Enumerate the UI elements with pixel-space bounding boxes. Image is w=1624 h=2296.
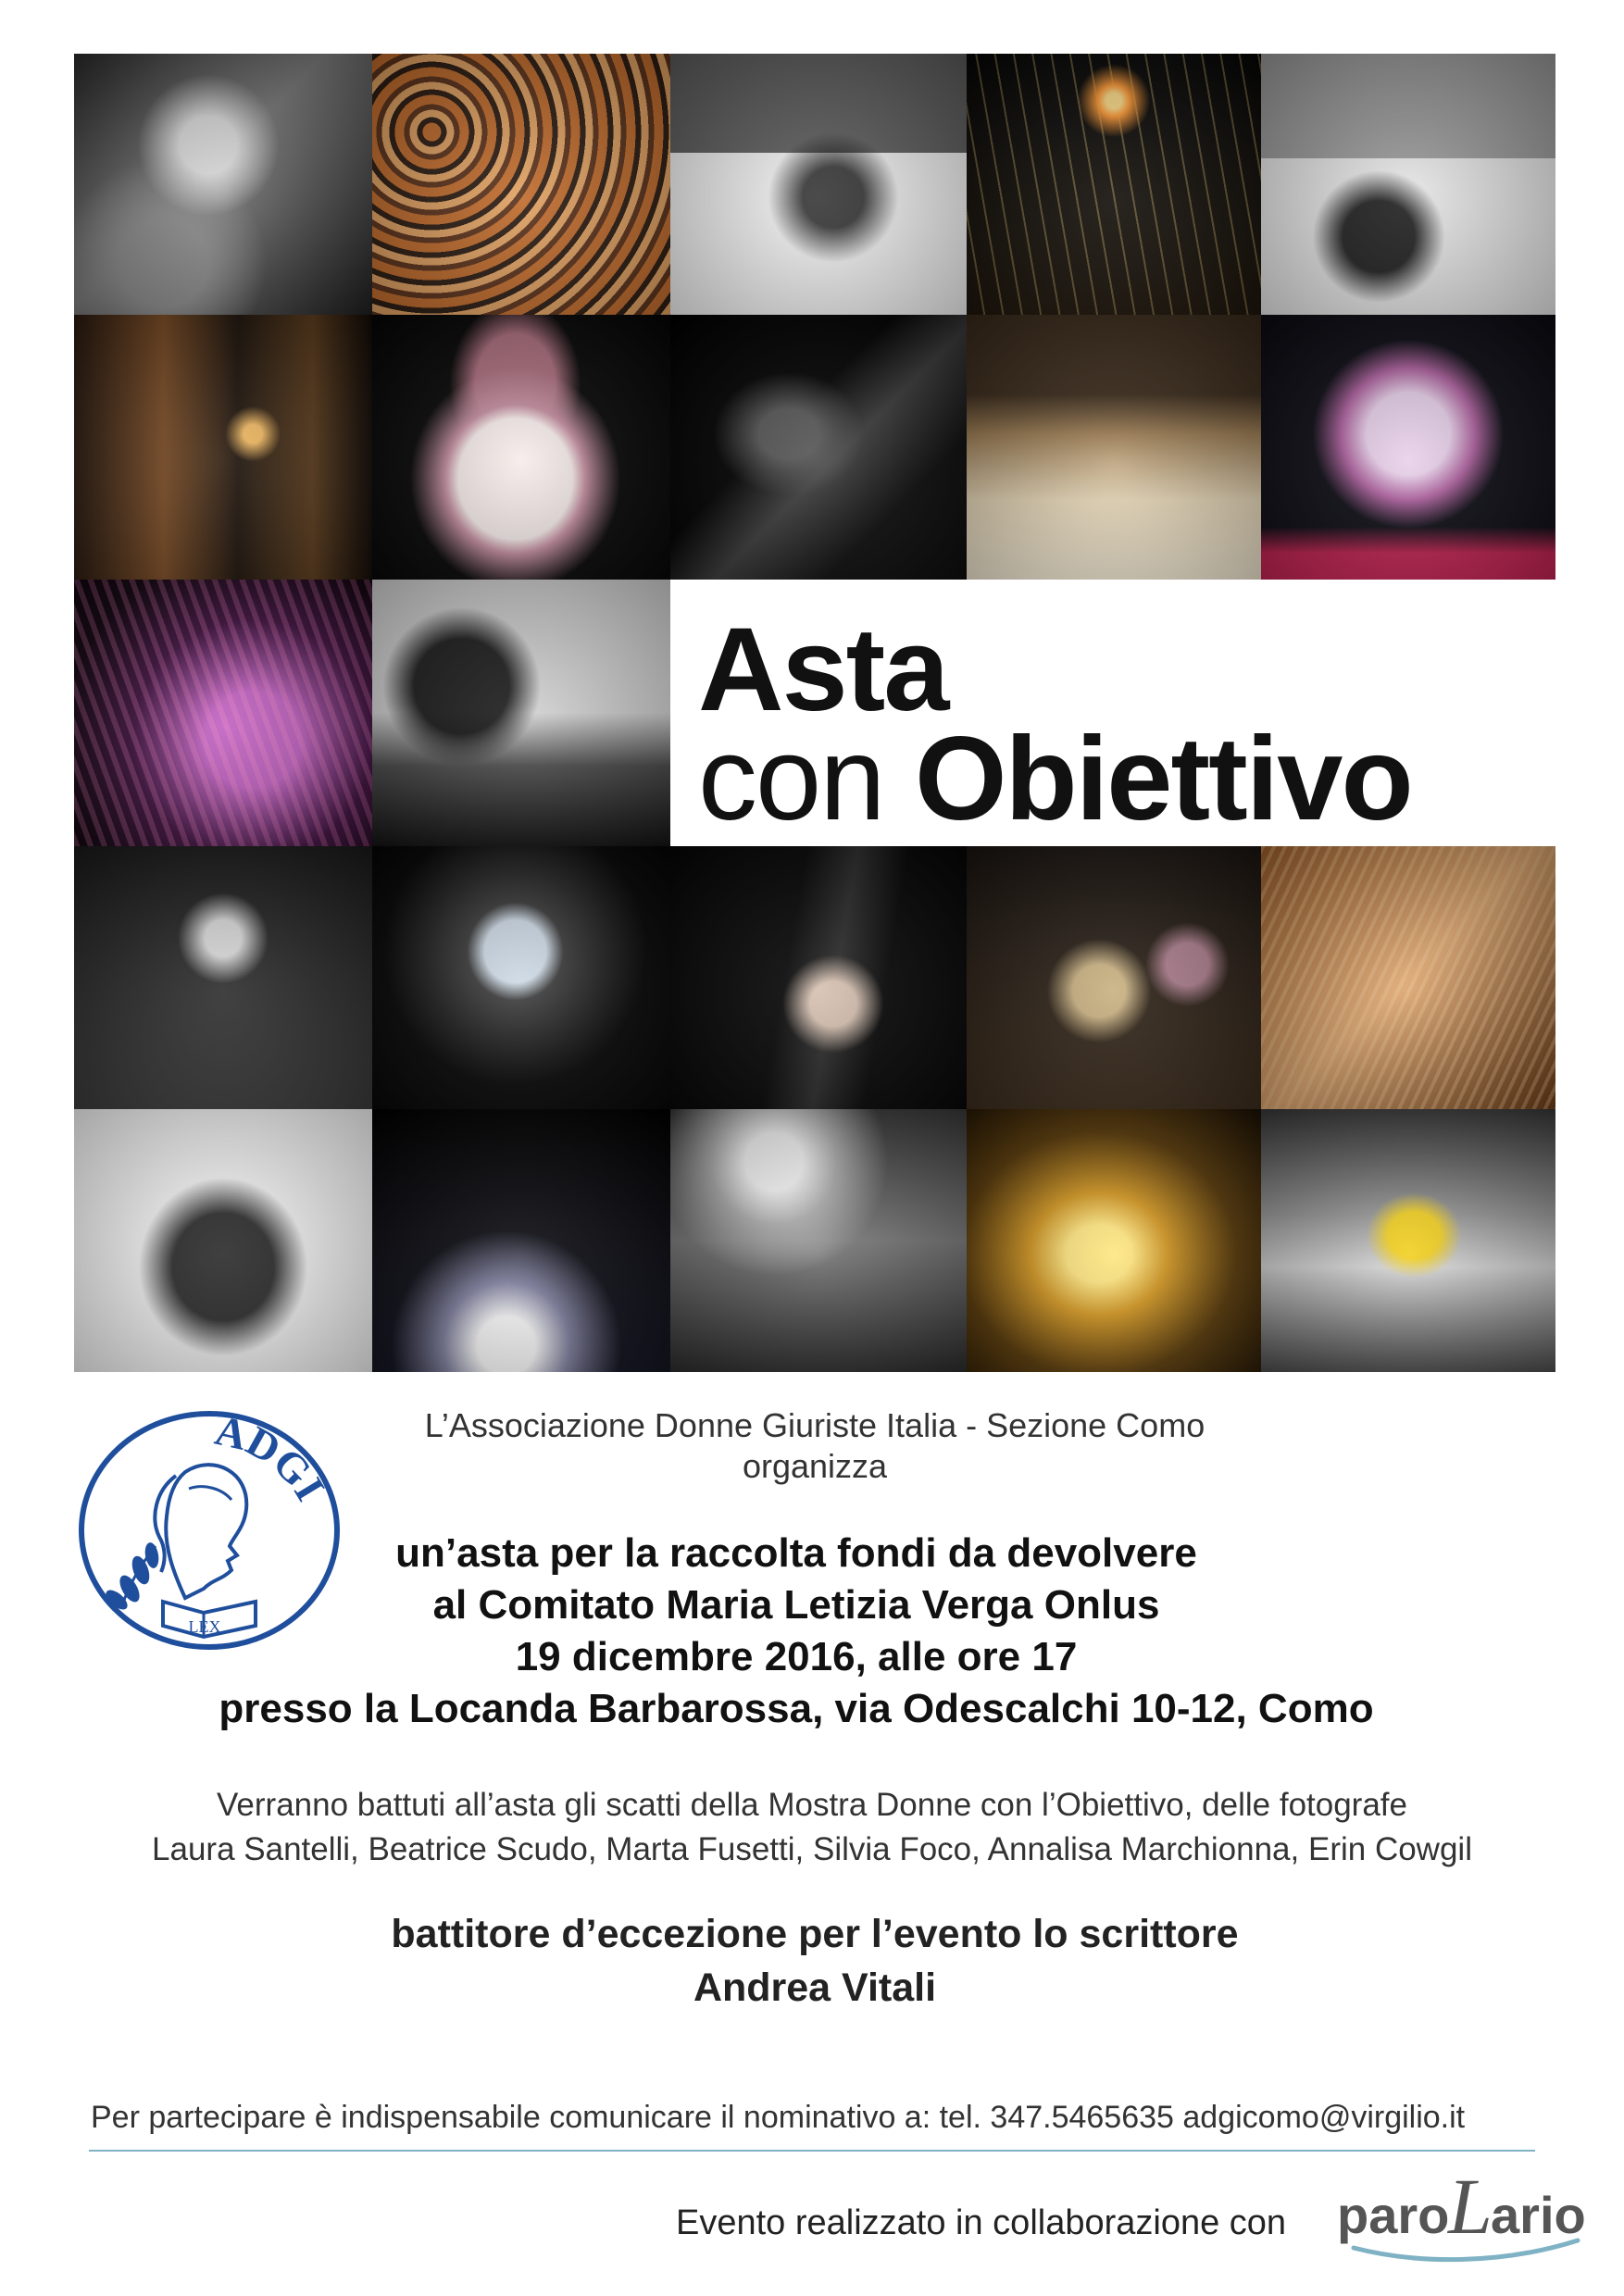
photo-window-view (372, 846, 670, 1109)
event-beneficiary: al Comitato Maria Letizia Verga Onlus (432, 1582, 1160, 1628)
photo-tree-swing (372, 580, 670, 846)
auction-description: Verranno battuti all’asta gli scatti della Mostra Donne con l’Obiettivo, delle fotografe (217, 1787, 1407, 1823)
title-asta: Asta (698, 604, 948, 736)
special-guest-name: Andrea Vitali (693, 1965, 937, 2010)
photo-aerial-acrobat (372, 1109, 670, 1372)
photo-venice-canal-night (74, 315, 372, 580)
photo-orchid (372, 315, 670, 580)
event-date: 19 dicembre 2016, alle ore 17 (515, 1634, 1078, 1679)
photo-crowd (372, 54, 670, 315)
photo-rearing-horse (74, 1109, 372, 1372)
adgi-lex-text: LEX (188, 1617, 221, 1636)
photo-man-on-bench (670, 54, 967, 315)
title-con: con (698, 713, 915, 845)
photo-farrier-horseshoe (967, 846, 1261, 1109)
photo-sunlight-figures (670, 1109, 967, 1372)
parolario-part-l: L (1448, 2168, 1493, 2251)
photo-stage-dancer (1261, 315, 1555, 580)
photographers-list: Laura Santelli, Beatrice Scudo, Marta Fusetti, Silvia Foco, Annalisa Marchionna, Erin Cowgil (152, 1831, 1472, 1867)
photo-winter-landscape (1261, 54, 1555, 315)
photo-golden-grass (1261, 846, 1555, 1109)
event-venue: presso la Locanda Barbarossa, via Odescalchi 10-12, Como (219, 1686, 1374, 1731)
contact-divider (89, 2150, 1535, 2152)
photo-silhouette-portrait (670, 315, 967, 580)
title-panel (670, 580, 1555, 846)
photo-hands-yellow-flower (1261, 1109, 1555, 1372)
photo-violin-craft (967, 315, 1261, 580)
special-guest (74, 1907, 1555, 2015)
special-guest-intro: battitore d’eccezione per l’evento lo scrittore (391, 1912, 1239, 1956)
title-obiettivo: Obiettivo (914, 713, 1412, 845)
photo-elderly-woman-cat (74, 846, 372, 1109)
adgi-acronym: ADGI (210, 1407, 334, 1509)
photo-pole-dancer (670, 846, 967, 1109)
parolario-logo (1335, 2168, 1593, 2274)
parolario-part-paro: paro (1337, 2186, 1450, 2244)
event-details (139, 1528, 1454, 1735)
photo-hands-group (74, 54, 372, 315)
photo-fireworks-tower (967, 54, 1261, 315)
photo-golden-sparks (967, 1109, 1261, 1372)
organizer-line: L’Associazione Donne Giuriste Italia - Sezione Como (424, 1406, 1206, 1444)
event-purpose: un’asta per la raccolta fondi da devolvere (395, 1530, 1197, 1576)
collaboration-text: Evento realizzato in collaborazione con (676, 2203, 1287, 2242)
organizer-verb: organizza (742, 1447, 888, 1485)
auction-details (0, 1783, 1624, 1872)
photo-purple-fireworks (74, 580, 372, 846)
contact-line: Per partecipare è indispensabile comunicare il nominativo a: tel. 347.5465635 adgicomo@virgilio.it (91, 2100, 1466, 2135)
title-con-obiettivo (698, 713, 1412, 845)
parolario-part-ario: ario (1491, 2186, 1586, 2244)
